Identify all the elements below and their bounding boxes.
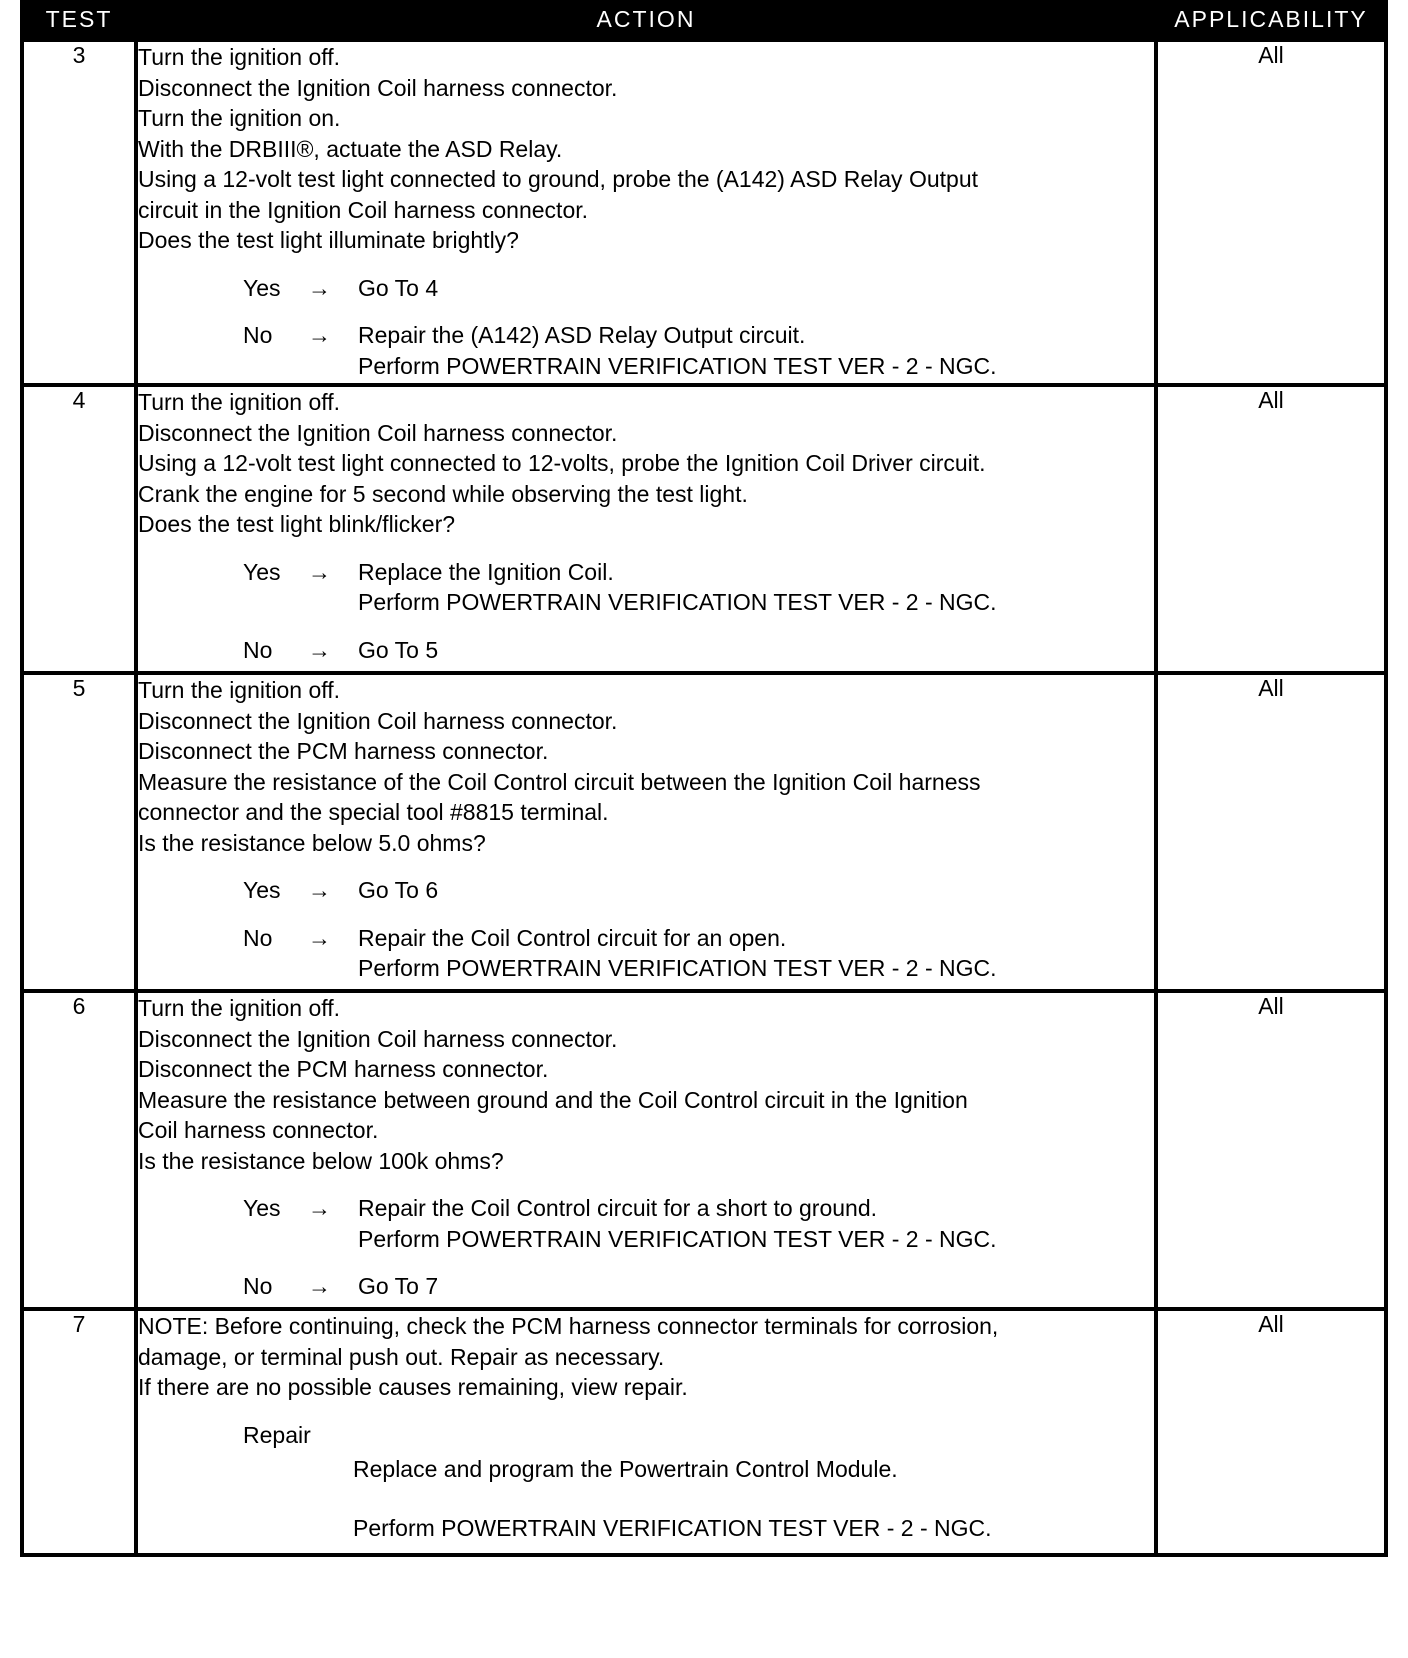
no-result (358, 1271, 1154, 1302)
applicability: All (1156, 673, 1386, 991)
no-branch (138, 923, 1154, 984)
yes-result (358, 557, 1154, 618)
action-cell (136, 385, 1156, 673)
action-line: If there are no possible causes remaining, view repair. (138, 1374, 688, 1400)
yes-result-line: Perform POWERTRAIN VERIFICATION TEST VER - 2 - NGC. (358, 1225, 997, 1252)
yes-result-line: Repair the Coil Control circuit for a short to ground. (358, 1195, 878, 1221)
test-number: 6 (22, 991, 136, 1309)
arrow-icon: → (308, 636, 331, 663)
arrow-icon: → (308, 274, 331, 301)
action-line: Using a 12-volt test light connected to 12-volts, probe the Ignition Coil Driver circuit. (138, 450, 986, 476)
action-line: damage, or terminal push out. Repair as necessary. (138, 1343, 665, 1370)
yes-label: Yes (243, 1195, 281, 1221)
no-branch (138, 320, 1154, 381)
action-cell (136, 40, 1156, 385)
action-cell (136, 673, 1156, 991)
test-number: 7 (22, 1309, 136, 1555)
action-cell (136, 991, 1156, 1309)
test-steps (20, 38, 1388, 1557)
table-row (22, 991, 1386, 1309)
action-line: Does the test light illuminate brightly? (138, 227, 519, 253)
yes-result (358, 875, 1154, 906)
action-line: Is the resistance below 5.0 ohms? (138, 829, 486, 856)
action-line: Does the test light blink/flicker? (138, 511, 456, 537)
applicability: All (1156, 40, 1386, 385)
no-result (358, 923, 1154, 984)
action-line: Using a 12-volt test light connected to ground, probe the (A142) ASD Relay Output (138, 166, 978, 192)
no-label: No (243, 1273, 273, 1299)
action-line: Disconnect the PCM harness connector. (138, 1056, 549, 1082)
action-line: Disconnect the Ignition Coil harness connector. (138, 419, 618, 446)
no-label: No (243, 636, 273, 663)
yes-result (358, 273, 1154, 304)
no-result-line: Repair the (A142) ASD Relay Output circuit. (358, 322, 806, 348)
arrow-icon: → (308, 558, 331, 585)
table-row (22, 673, 1386, 991)
header-action: ACTION (596, 6, 696, 32)
no-label: No (243, 924, 273, 951)
table-row (22, 40, 1386, 385)
arrow-icon: → (308, 877, 331, 903)
yes-branch (138, 1193, 1154, 1254)
arrow-icon: → (308, 924, 331, 951)
repair-label: Repair (243, 1421, 311, 1448)
applicability: All (1156, 991, 1386, 1309)
action-line: Disconnect the Ignition Coil harness connector. (138, 74, 618, 101)
yes-result-line: Go To 6 (358, 877, 439, 903)
yes-branch (138, 273, 1154, 304)
action-line: Turn the ignition off. (138, 44, 341, 70)
arrow-icon: → (308, 322, 331, 348)
table-header (20, 0, 1388, 38)
repair-verify: Perform POWERTRAIN VERIFICATION TEST VER - 2 - NGC. (353, 1514, 992, 1541)
no-result-line: Perform POWERTRAIN VERIFICATION TEST VER - 2 - NGC. (358, 352, 997, 379)
header-test: TEST (45, 6, 113, 32)
yes-result-line: Replace the Ignition Coil. (358, 558, 614, 585)
action-cell (136, 1309, 1156, 1555)
action-line: With the DRBIII®, actuate the ASD Relay. (138, 135, 563, 162)
table-row (22, 385, 1386, 673)
action-line: Crank the engine for 5 second while observing the test light. (138, 480, 748, 507)
table-row (22, 1309, 1386, 1555)
action-line: connector and the special tool #8815 terminal. (138, 799, 609, 825)
action-line: NOTE: Before continuing, check the PCM harness connector terminals for corrosion, (138, 1313, 999, 1339)
arrow-icon: → (308, 1273, 331, 1299)
applicability: All (1156, 385, 1386, 673)
action-line: Turn the ignition off. (138, 995, 341, 1021)
no-result-line: Repair the Coil Control circuit for an open. (358, 924, 787, 951)
test-number: 3 (22, 40, 136, 385)
yes-result-line: Go To 4 (358, 274, 439, 301)
yes-branch (138, 557, 1154, 618)
action-line: circuit in the Ignition Coil harness connector. (138, 196, 589, 223)
no-branch (138, 1271, 1154, 1302)
action-line: Disconnect the Ignition Coil harness connector. (138, 707, 618, 734)
action-line: Is the resistance below 100k ohms? (138, 1147, 504, 1174)
action-line: Turn the ignition off. (138, 677, 341, 703)
no-label: No (243, 322, 273, 348)
action-line: Coil harness connector. (138, 1117, 379, 1143)
yes-label: Yes (243, 877, 281, 903)
no-result-line: Perform POWERTRAIN VERIFICATION TEST VER - 2 - NGC. (358, 955, 997, 981)
action-line: Turn the ignition on. (138, 105, 341, 131)
no-result-line: Go To 5 (358, 636, 439, 663)
no-result (358, 320, 1154, 381)
action-line: Turn the ignition off. (138, 389, 341, 415)
action-line: Measure the resistance of the Coil Control circuit between the Ignition Coil harness (138, 768, 981, 795)
no-result-line: Go To 7 (358, 1273, 439, 1299)
header-applicability: APPLICABILITY (1174, 6, 1368, 32)
action-line: Disconnect the Ignition Coil harness connector. (138, 1025, 618, 1052)
yes-result-line: Perform POWERTRAIN VERIFICATION TEST VER - 2 - NGC. (358, 589, 997, 615)
applicability: All (1156, 1309, 1386, 1555)
repair-action: Replace and program the Powertrain Control Module. (353, 1456, 898, 1482)
test-number: 5 (22, 673, 136, 991)
action-line: Measure the resistance between ground and the Coil Control circuit in the Ignition (138, 1086, 968, 1113)
yes-label: Yes (243, 558, 281, 585)
action-line: Disconnect the PCM harness connector. (138, 738, 549, 764)
arrow-icon: → (308, 1195, 331, 1221)
no-result (358, 635, 1154, 666)
test-number: 4 (22, 385, 136, 673)
diagnostic-test-table (20, 0, 1388, 1557)
yes-result (358, 1193, 1154, 1254)
yes-branch (138, 875, 1154, 906)
no-branch (138, 635, 1154, 666)
yes-label: Yes (243, 274, 281, 301)
